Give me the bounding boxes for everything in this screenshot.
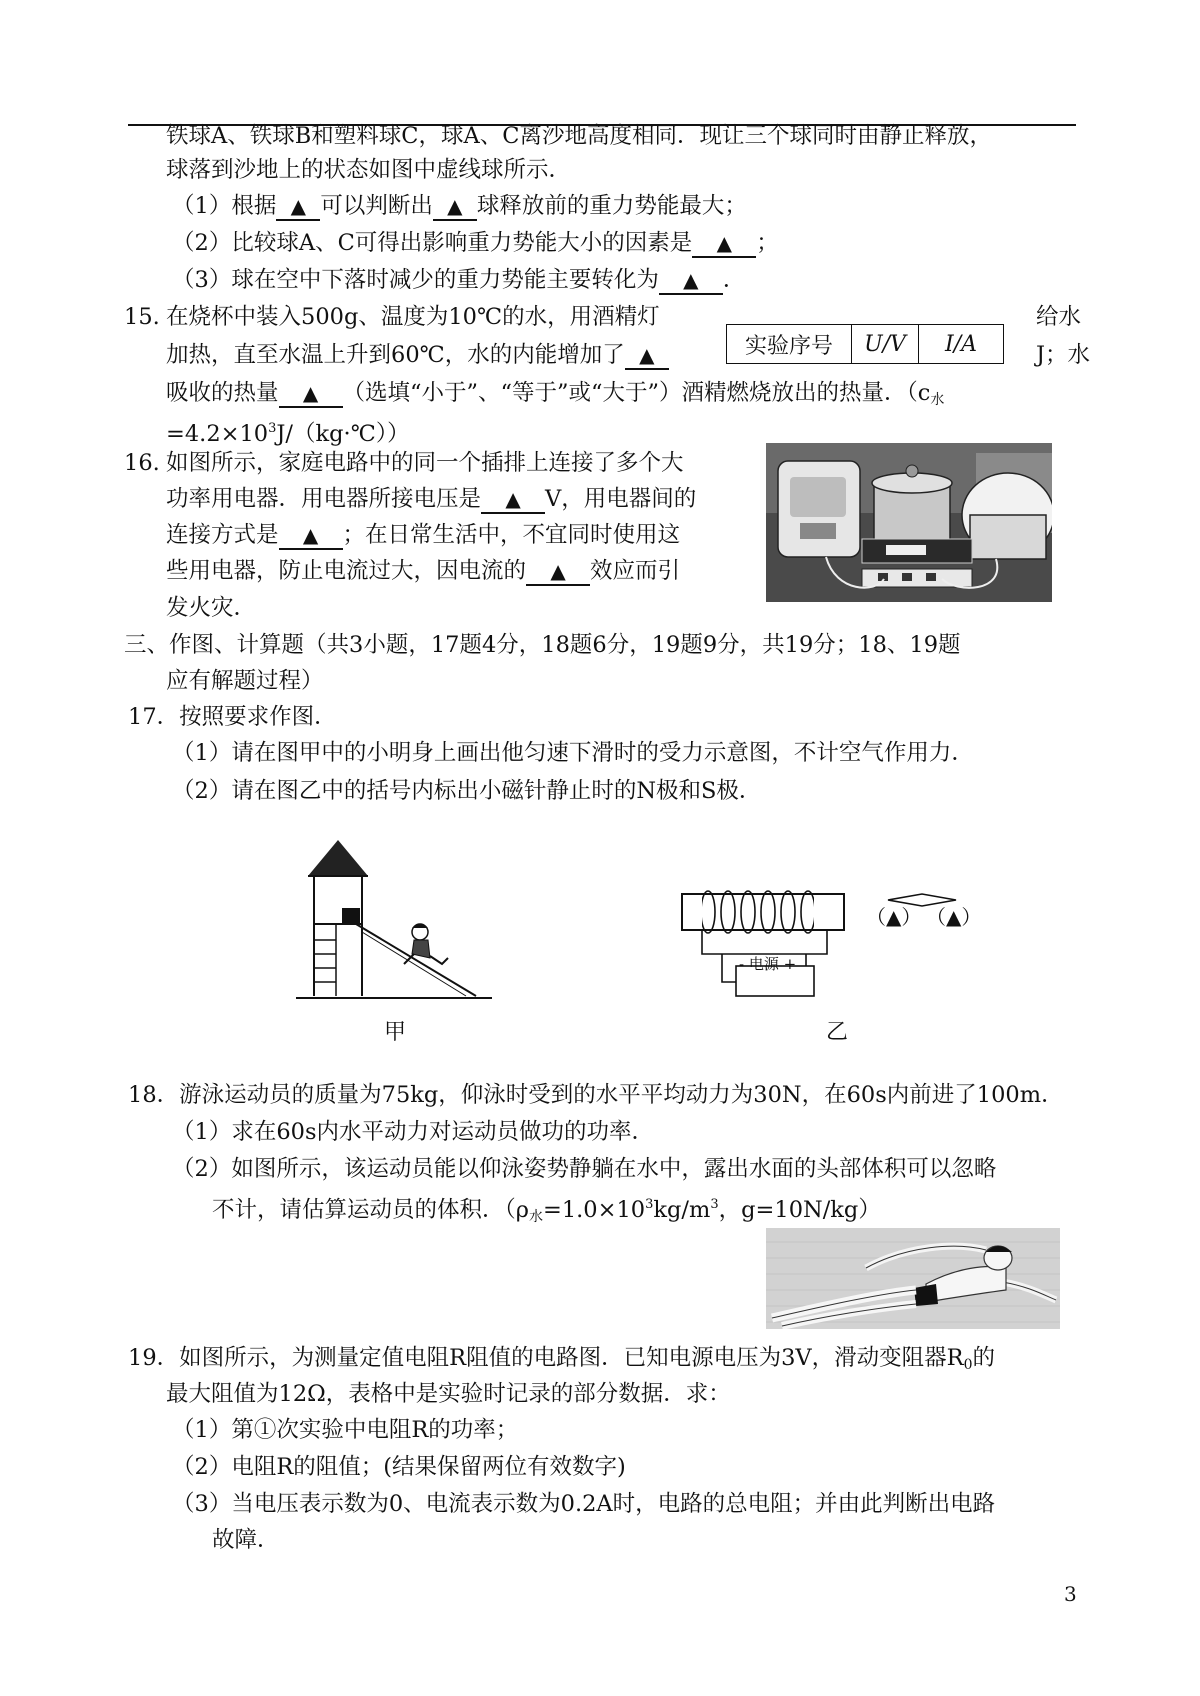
appliances-photo: [766, 443, 1052, 602]
q15-number: 15.: [124, 304, 160, 330]
q14-sub2: （2）比较球A、C可得出影响重力势能大小的因素是 ▲ ；: [172, 230, 779, 256]
q15-line1: 在烧杯中装入500g、温度为10℃的水，用酒精灯: [166, 304, 660, 330]
q18-sub2-cont: 不计，请估算运动员的体积．（ρ水$=1.0\times 10^3kg/m^3$，g=10N/kg）: [212, 1197, 881, 1225]
q17-sub1: （1）请在图甲中的小明身上画出他匀速下滑时的受力示意图，不计空气作用力．: [172, 740, 974, 766]
table-header-index: 实验序号: [727, 325, 852, 364]
answer-blank[interactable]: ▲: [692, 230, 756, 258]
answer-blank[interactable]: ▲: [481, 486, 545, 514]
answer-blank[interactable]: ▲: [279, 380, 343, 408]
q15-line2-end: J；水: [1036, 342, 1091, 368]
section3-heading-cont: 应有解题过程）: [166, 668, 324, 694]
data-table: [726, 324, 1004, 364]
answer-blank[interactable]: ▲: [659, 267, 723, 295]
page-number: 3: [1064, 1582, 1077, 1606]
slide-figure: [296, 836, 492, 1000]
q16-line3: 连接方式是 ▲ ；在日常生活中，不宜同时使用这: [166, 522, 681, 548]
q19-line2: 最大阻值为12Ω，表格中是实验时记录的部分数据．求：: [166, 1381, 731, 1407]
q14-line1: 铁球A、铁球B和塑料球C，球A、C离沙地高度相同．现让三个球同时由静止释放，: [166, 123, 992, 149]
answer-blank[interactable]: ▲: [625, 342, 669, 370]
answer-blank[interactable]: ▲: [279, 522, 343, 550]
q18-sub2: （2）如图所示，该运动员能以仰泳姿势静躺在水中，露出水面的头部体积可以忽略: [172, 1156, 997, 1182]
swimmer-photo: [766, 1228, 1060, 1329]
q19-sub3: （3）当电压表示数为0、电流表示数为0.2A时，电路的总电阻；并由此判断出电路: [172, 1491, 996, 1517]
q19-sub3-cont: 故障．: [212, 1527, 280, 1553]
figure-jia-caption: 甲: [384, 1020, 407, 1045]
q14-sub1: （1）根据 ▲ 可以判断出 ▲ 球释放前的重力势能最大；: [172, 193, 747, 219]
q16-line1: 如图所示，家庭电路中的同一个插排上连接了多个大: [166, 450, 684, 476]
answer-blank[interactable]: ▲: [433, 193, 477, 221]
table-header-current: I/A: [919, 325, 1004, 364]
q15-line1-end: 给水: [1036, 304, 1082, 330]
q15-line2: 加热，直至水温上升到60℃，水的内能增加了 ▲: [166, 338, 669, 372]
answer-blank[interactable]: ▲: [276, 193, 320, 221]
q19-sub1: （1）第①次实验中电阻R的功率；: [172, 1417, 519, 1443]
q16-line4: 些用电器，防止电流过大，因电流的 ▲ 效应而引: [166, 558, 681, 584]
solenoid-circuit-figure: [680, 890, 876, 998]
q14-line2: 球落到沙地上的状态如图中虚线球所示．: [166, 157, 572, 183]
q15-line4: $=4.2\times 10^3J/(kg\cdot℃)$）: [166, 421, 410, 447]
q15-line3: 吸收的热量 ▲ （选填“小于”、“等于”或“大于”）酒精燃烧放出的热量．（c水: [166, 380, 945, 408]
q18-line1: 18．游泳运动员的质量为75kg，仰泳时受到的水平平均动力为30N，在60s内前进了100m．: [128, 1082, 1064, 1108]
q14-sub3: （3）球在空中下落时减少的重力势能主要转化为 ▲ ．: [172, 267, 746, 293]
needle-pole-bracket-left[interactable]: （▲）: [866, 905, 922, 929]
q16-line5: 发火灾．: [166, 595, 257, 621]
figure-yi-caption: 乙: [826, 1020, 849, 1045]
q17-title: 17．按照要求作图．: [128, 704, 337, 730]
answer-blank[interactable]: ▲: [526, 558, 590, 586]
q19-line1: 19．如图所示，为测量定值电阻R阻值的电路图．已知电源电压为3V，滑动变阻器R0的: [128, 1345, 996, 1373]
section3-heading: 三、作图、计算题（共3小题，17题4分，18题6分，19题9分，共19分；18、19题: [124, 632, 961, 658]
table-header-voltage: U/V: [852, 325, 919, 364]
needle-pole-bracket-right[interactable]: （▲）: [926, 905, 982, 929]
q16-number: 16.: [124, 450, 160, 476]
q17-sub2: （2）请在图乙中的括号内标出小磁针静止时的N极和S极．: [172, 778, 762, 804]
power-source-label: - 电源 +: [739, 955, 797, 973]
q16-line2: 功率用电器．用电器所接电压是 ▲ V，用电器间的: [166, 486, 697, 512]
q18-sub1: （1）求在60s内水平动力对运动员做功的功率．: [172, 1119, 654, 1145]
q19-sub2: （2）电阻R的阻值；(结果保留两位有效数字): [172, 1454, 626, 1480]
